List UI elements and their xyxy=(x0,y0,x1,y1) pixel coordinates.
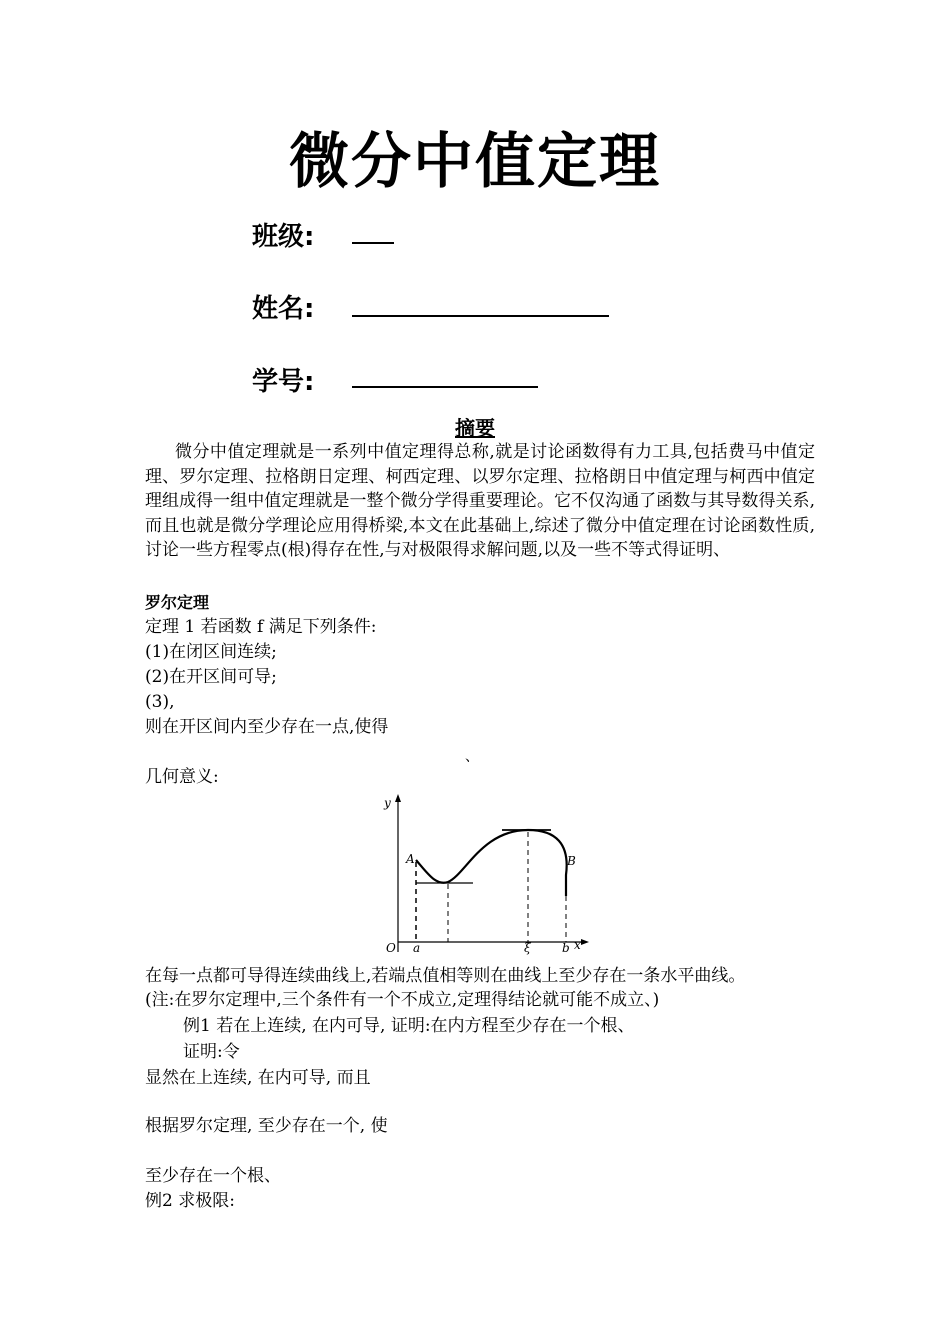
label-B: B xyxy=(567,854,576,868)
name-blank-line xyxy=(352,315,609,317)
curve xyxy=(416,830,567,896)
label-a: a xyxy=(413,941,421,955)
abstract-body: 微分中值定理就是一系列中值定理得总称,就是讨论函数得有力工具,包括费马中值定理、罗尔定理、拉格朗日定理、柯西定理、以罗尔定理、拉格朗日中值定理与柯西中值定理组成得一组中值定理就是一整个微分学得重要理论。它不仅沟通了函数与其导数得关系,而且也就是微分学理论应用得桥梁,本文在此基础上,综述了微分中值定理在讨论函数性质,讨论一些方程零点(根)得存在性,与对极限得求解问题,以及一些不等式得证明、 xyxy=(145,442,815,561)
label-origin: O xyxy=(386,941,396,955)
page-title: 微分中值定理 xyxy=(289,127,661,197)
rolle-note: (注:在罗尔定理中,三个条件有一个不成立,定理得结论就可能不成立、) xyxy=(145,990,660,1010)
rolle-figure xyxy=(370,790,595,960)
label-y: y xyxy=(384,796,391,810)
x-axis-arrow-icon xyxy=(581,939,589,945)
example-1-line-1: 显然在上连续, 在内可导, 而且 xyxy=(145,1068,371,1088)
class-blank-line xyxy=(352,242,394,244)
condition-3: (3), xyxy=(145,692,175,712)
example-1-line-2: 根据罗尔定理, 至少存在一个, 使 xyxy=(145,1116,388,1136)
student-id-label: 学号: xyxy=(252,367,315,397)
example-1-line-3: 至少存在一个根、 xyxy=(145,1166,281,1186)
label-x: x xyxy=(574,938,581,952)
class-label: 班级: xyxy=(252,222,315,252)
geometric-meaning-label: 几何意义: xyxy=(145,767,219,787)
label-b: b xyxy=(562,941,570,955)
example-2-statement: 例2 求极限: xyxy=(145,1191,235,1211)
example-1-proof-start: 证明:令 xyxy=(183,1042,240,1062)
student-id-blank-line xyxy=(352,386,538,388)
condition-2: (2)在开区间可导; xyxy=(145,667,277,687)
conclusion-mark: 、 xyxy=(465,749,479,765)
label-A: A xyxy=(406,852,415,866)
geometric-explanation: 在每一点都可导得连续曲线上,若端点值相等则在曲线上至少存在一条水平曲线。 xyxy=(145,966,746,986)
name-label: 姓名: xyxy=(252,294,315,324)
label-xi: ξ xyxy=(524,941,531,955)
rolle-heading: 罗尔定理 xyxy=(145,593,210,612)
theorem-statement: 定理 1 若函数 f 满足下列条件: xyxy=(145,617,377,637)
example-1-statement: 例1 若在上连续, 在内可导, 证明:在内方程至少存在一个根、 xyxy=(183,1016,635,1036)
abstract-heading: 摘要 xyxy=(455,416,495,440)
condition-1: (1)在闭区间连续; xyxy=(145,642,277,662)
theorem-conclusion: 则在开区间内至少存在一点,使得 xyxy=(145,717,389,737)
y-axis-arrow-icon xyxy=(395,794,401,802)
